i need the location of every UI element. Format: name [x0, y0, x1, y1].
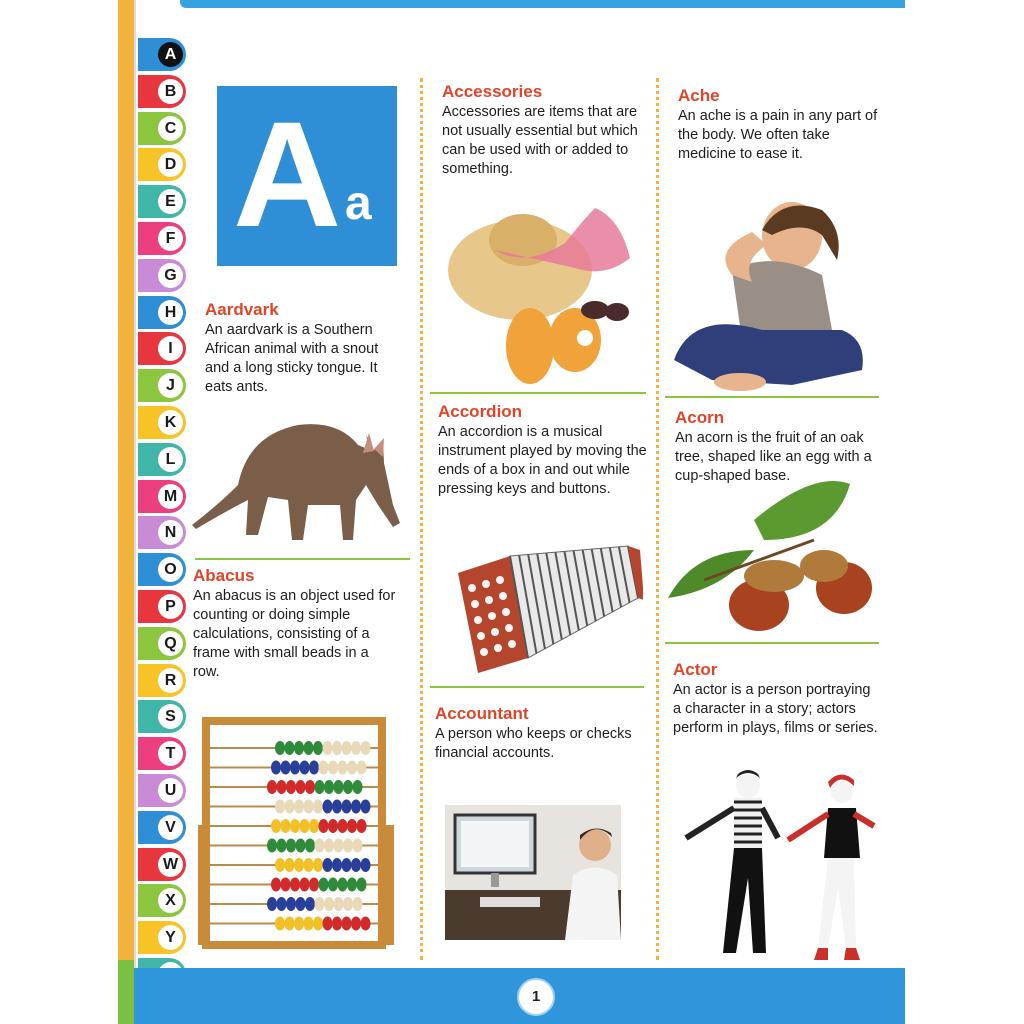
entry-accessories [442, 82, 647, 179]
entry-description: An acorn is the fruit of an oak tree, shaped like an egg with a cup-shaped base. [675, 430, 872, 484]
entry-title: Ache [678, 86, 720, 105]
tab-letter-label: D [158, 152, 183, 177]
tab-letter-label: W [158, 852, 183, 877]
tab-letter-label: I [158, 336, 183, 361]
accessories-image [445, 198, 640, 388]
tab-letter-label: G [158, 263, 183, 288]
entry-description: A person who keeps or checks financial accounts. [435, 726, 632, 761]
tab-letter-v[interactable] [138, 811, 186, 844]
entry-description: An ache is a pain in any part of the body. We often take medicine to ease it. [678, 108, 878, 162]
entry-accountant [435, 704, 645, 763]
tab-letter-u[interactable] [138, 774, 186, 807]
tab-letter-m[interactable] [138, 480, 186, 513]
acorn-image [664, 480, 878, 632]
accountant-image [445, 805, 621, 940]
tab-letter-o[interactable] [138, 553, 186, 586]
entry-description: An abacus is an object used for counting or doing simple calculations, consisting of a frame with small beads in a row. [193, 588, 396, 680]
tab-letter-j[interactable] [138, 369, 186, 402]
tab-letter-a[interactable] [138, 38, 186, 71]
tab-letter-p[interactable] [138, 590, 186, 623]
ache-image [672, 190, 868, 395]
tab-letter-label: R [158, 668, 183, 693]
abacus-image [198, 715, 398, 955]
tab-letter-label: Q [158, 631, 183, 656]
tab-letter-k[interactable] [138, 406, 186, 439]
entry-acorn [675, 408, 880, 486]
tab-letter-label: M [158, 484, 183, 509]
tab-letter-l[interactable] [138, 443, 186, 476]
tab-letter-label: H [158, 300, 183, 325]
tab-letter-label: J [158, 373, 183, 398]
entry-divider [665, 642, 879, 644]
tab-letter-label: T [158, 741, 183, 766]
entry-title: Accessories [442, 82, 543, 101]
entry-actor [673, 660, 878, 738]
tab-letter-f[interactable] [138, 222, 186, 255]
entry-description: An actor is a person portraying a character in a story; actors perform in plays, films or series. [673, 682, 878, 736]
entry-title: Aardvark [205, 300, 279, 319]
tab-letter-label: E [158, 189, 183, 214]
tab-letter-t[interactable] [138, 737, 186, 770]
accordion-image [448, 528, 643, 678]
column-divider [420, 78, 423, 960]
aardvark-image [188, 405, 408, 550]
tab-letter-d[interactable] [138, 148, 186, 181]
entry-title: Accordion [438, 402, 523, 421]
tab-letter-label: X [158, 888, 183, 913]
entry-abacus [193, 566, 398, 682]
tab-letter-w[interactable] [138, 848, 186, 881]
tab-letter-label: C [158, 116, 183, 141]
entry-description: Accessories are items that are not usually essential but which can be used with or added to something. [442, 104, 638, 177]
top-bar [180, 0, 905, 8]
entry-description: An accordion is a musical instrument played by moving the ends of a box in and out while pressing keys and buttons. [438, 424, 647, 497]
tab-letter-r[interactable] [138, 664, 186, 697]
tab-letter-y[interactable] [138, 921, 186, 954]
tab-letter-i[interactable] [138, 332, 186, 365]
tab-letter-label: P [158, 594, 183, 619]
tab-letter-e[interactable] [138, 185, 186, 218]
entry-divider [665, 396, 879, 398]
tab-letter-g[interactable] [138, 259, 186, 292]
small-letter: a [345, 177, 372, 230]
tab-letter-label: O [158, 557, 183, 582]
tab-letter-label: N [158, 520, 183, 545]
tab-letter-label: K [158, 410, 183, 435]
entry-title: Accountant [435, 704, 529, 723]
entry-accordion [438, 402, 648, 499]
entry-divider [430, 392, 646, 394]
entry-title: Actor [673, 660, 718, 679]
entry-title: Abacus [193, 566, 255, 585]
entry-title: Acorn [675, 408, 725, 427]
entry-divider [195, 558, 410, 560]
tab-letter-h[interactable] [138, 296, 186, 329]
tab-letter-label: F [158, 226, 183, 251]
tab-letter-label: A [158, 42, 183, 67]
letter-header [217, 86, 397, 266]
tab-letter-s[interactable] [138, 700, 186, 733]
column-divider [656, 78, 659, 960]
tab-letter-c[interactable] [138, 112, 186, 145]
actor-image [678, 768, 878, 964]
tab-letter-label: Y [158, 925, 183, 950]
entry-aardvark [205, 300, 405, 397]
entry-ache [678, 86, 883, 164]
tab-letter-label: U [158, 778, 183, 803]
tab-letter-n[interactable] [138, 516, 186, 549]
entry-divider [430, 686, 644, 688]
book-spine-bottom [118, 960, 134, 1024]
entry-description: An aardvark is a Southern African animal with a snout and a long sticky tongue. It eats ants. [205, 322, 379, 395]
tab-letter-q[interactable] [138, 627, 186, 660]
tab-letter-label: L [158, 447, 183, 472]
tab-letter-b[interactable] [138, 75, 186, 108]
big-letter: A [233, 90, 342, 258]
tab-letter-x[interactable] [138, 884, 186, 917]
tab-letter-label: S [158, 704, 183, 729]
tab-letter-label: B [158, 79, 183, 104]
page-margin [905, 0, 1024, 1024]
page-number: 1 [517, 978, 555, 1016]
book-spine [118, 0, 134, 1024]
tab-letter-label: V [158, 815, 183, 840]
